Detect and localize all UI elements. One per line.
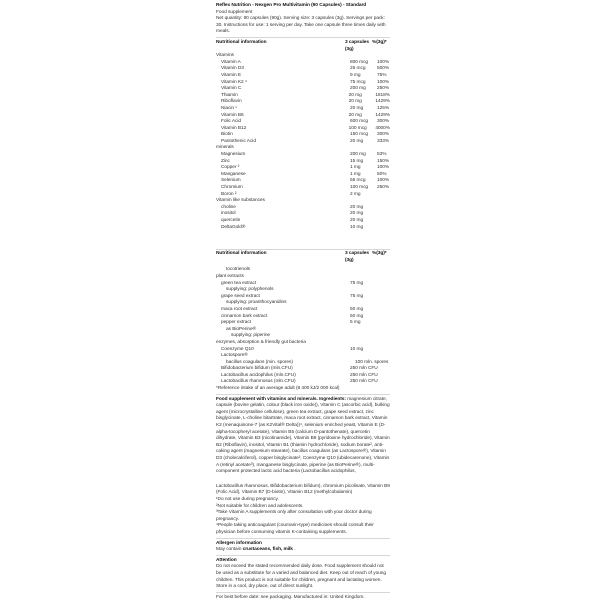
table-row <box>216 340 390 347</box>
row-label: Chromium <box>221 185 243 191</box>
ingredients-continuation: Lactobacillus rhamnosus, Bifidobacterium bifidum), chromium picolinate, Vitamin B9 (Folic Acid), Vitamin B7 (D-biotin), Vitamin B12 (methylcobalamin) <box>216 483 390 496</box>
row-amount: 100 mcg <box>348 125 367 131</box>
row-percent <box>377 211 390 218</box>
row-amount: 5 mg <box>350 320 361 326</box>
table-row <box>216 185 390 192</box>
row-amount: 20 mg <box>350 204 364 210</box>
row-label: Vitamin K2 ⁴ <box>221 79 247 85</box>
row-percent: 500% <box>377 66 390 72</box>
row-percent <box>377 205 390 212</box>
row-amount <box>355 287 382 294</box>
row-amount: 20 mg <box>348 112 362 118</box>
row-amount: 75 mg <box>350 293 364 299</box>
row-percent <box>377 366 390 373</box>
table-row <box>216 211 390 218</box>
nutrition-table-header-1 <box>216 40 390 53</box>
table-row <box>216 307 390 314</box>
row-label: as BioPerine® <box>226 326 257 332</box>
row-percent: 333% <box>377 138 390 144</box>
column-header-percent: %(3g)* <box>372 251 387 257</box>
column-header-info: Nutritional information <box>216 251 267 257</box>
footnote: ²Not suitable for children and adolescents. <box>216 503 304 509</box>
row-label: Copper ² <box>221 165 240 171</box>
row-label: supplying: polyphenols <box>226 287 274 293</box>
row-percent: 53% <box>377 152 387 158</box>
column-header-serving: 3 capsules (3g) <box>345 251 370 263</box>
row-percent: 1429% <box>375 99 390 105</box>
row-percent <box>377 379 390 386</box>
table-row <box>216 333 390 340</box>
row-amount: 100 mcg <box>350 185 369 191</box>
row-amount: 250 mln CFU <box>350 366 378 372</box>
row-label: Manganese <box>221 171 246 177</box>
row-percent <box>372 53 390 60</box>
row-percent <box>372 340 390 347</box>
product-title: Reflex Nutrition - Nexgen Pro Multivitamin (90 Capsules) - Standard <box>216 3 367 8</box>
nutrition-label-document <box>216 3 390 600</box>
row-amount: 600 mcg <box>350 119 369 125</box>
table-row <box>216 132 390 139</box>
row-amount: 250 mln CFU <box>350 372 378 378</box>
table-row <box>216 86 390 93</box>
row-percent: 300% <box>377 119 390 125</box>
table-row <box>216 218 390 225</box>
row-label: enzymes, absorption & friendly gut bacteria <box>216 339 306 345</box>
row-percent: 100% <box>377 59 390 65</box>
column-header-percent: %(3g)* <box>372 39 387 45</box>
row-percent <box>377 294 390 301</box>
row-amount: 10 mg <box>350 346 364 352</box>
row-label: DeltaGold® <box>221 224 246 230</box>
row-percent <box>372 198 390 205</box>
allergen-header: Allergen information <box>216 540 262 546</box>
row-amount <box>355 267 382 274</box>
nutrition-table-2 <box>216 267 390 386</box>
row-percent <box>382 300 390 307</box>
allergen-text: May contain crustaceans, fish, milk . <box>216 547 296 553</box>
table-row <box>216 119 390 126</box>
nutrition-table-1 <box>216 53 390 231</box>
allergen-items: crustaceans, fish, milk <box>242 547 293 553</box>
supplement-type: Food supplement <box>216 9 253 15</box>
table-row <box>216 287 390 294</box>
attention-header: Attention <box>216 557 237 563</box>
row-percent: 4000% <box>375 125 390 131</box>
table-row <box>216 66 390 73</box>
row-percent <box>377 314 390 321</box>
row-label: quercetin <box>221 218 241 223</box>
table-row <box>216 320 390 327</box>
row-label: Lactospore® <box>221 353 248 359</box>
row-label: Niacin ¹ <box>221 105 237 111</box>
row-percent <box>377 320 390 327</box>
row-label: Vitamin like substances <box>216 198 265 204</box>
net-quantity-info: Net quantity: 90 capsules (90g). Serving size: 3 capsules (3g). Servings per pack: 30. Instructions for use: 1 serving per day. Take one capsule three times daily with meals. <box>216 16 386 35</box>
table-row <box>216 93 390 100</box>
row-amount: 20 mg <box>350 218 364 223</box>
row-amount: 25 mcg <box>350 66 366 72</box>
row-amount <box>360 333 387 340</box>
row-label: Zinc <box>221 158 230 164</box>
row-label: Thiamin <box>221 92 238 98</box>
table-row <box>216 205 390 212</box>
row-label: pepper extract <box>221 320 251 326</box>
row-label: Magnesium <box>221 152 246 158</box>
row-amount: 2 mg <box>350 191 361 197</box>
table-row <box>216 106 390 113</box>
row-amount: 20 mg <box>348 99 362 105</box>
row-amount <box>345 340 372 347</box>
table-row <box>216 139 390 146</box>
row-label: bacillus coagulans (min. spores) <box>226 359 293 365</box>
row-label: cinnamon bark extract <box>221 313 268 319</box>
row-label: Selenium <box>221 178 241 184</box>
divider <box>216 592 390 593</box>
column-header-serving: 3 capsules (3g) <box>345 39 370 52</box>
row-percent <box>387 333 390 340</box>
footnote: ¹Do not use during pregnancy. <box>216 496 279 502</box>
attention-text: Do not exceed the stated recommended daily dose. Food supplement should not be used as a substitute for a varied and balanced diet. Keep out of reach of young children. This product is not suitable for children, pregnant and lactating women. Store in a cool, dry place, out of direct sunlight. <box>216 564 387 590</box>
row-percent: 50% <box>377 171 387 177</box>
row-percent: 150% <box>377 158 390 164</box>
row-amount: 75 mg <box>350 280 364 286</box>
row-amount: 50 mg <box>350 313 364 319</box>
table-row <box>216 159 390 166</box>
row-label: grape seed extract <box>221 293 260 299</box>
row-label: Vitamin B6 <box>221 112 244 118</box>
row-amount: 250 mln CFU <box>350 379 378 385</box>
row-label: Boron ² <box>221 191 237 197</box>
table-row <box>216 274 390 281</box>
row-label: green tea extract <box>221 280 257 286</box>
footnotes-block <box>216 497 390 537</box>
footnote: ³Take Vitamin A supplements only after consultation with your doctor during pregnancy. <box>216 510 372 522</box>
table-row <box>216 73 390 80</box>
row-amount: 15 mg <box>350 158 364 164</box>
table-row <box>216 366 390 373</box>
row-percent: 100% <box>377 178 390 184</box>
row-label: tocotrienols <box>226 267 250 273</box>
table-row <box>216 267 390 274</box>
row-amount <box>355 327 382 334</box>
row-percent: 250% <box>377 86 390 92</box>
row-label: Vitamin B12 <box>221 125 247 131</box>
row-amount: 10 mg <box>350 224 364 230</box>
divider <box>216 538 390 539</box>
row-label: Biotin <box>221 132 233 138</box>
row-amount: 200 mg <box>350 86 366 92</box>
row-percent <box>382 327 390 334</box>
row-percent <box>382 267 390 274</box>
row-percent: 125% <box>377 105 390 111</box>
row-label: Coenzyme Q10 <box>221 346 254 352</box>
row-label: Folic Acid <box>221 119 242 125</box>
row-percent <box>377 353 390 360</box>
row-label: maca root extract <box>221 306 258 312</box>
row-percent: 1818% <box>375 92 390 98</box>
table-row <box>216 300 390 307</box>
row-amount: 75 mcg <box>350 79 366 85</box>
table-row <box>216 225 390 232</box>
row-label: Vitamin A <box>221 59 241 65</box>
row-amount: 20 mg <box>348 92 362 98</box>
column-header-info: Nutritional information <box>216 39 267 45</box>
row-label: Vitamin D3 <box>221 66 244 72</box>
table-row <box>216 152 390 159</box>
row-label: Vitamin E <box>221 72 241 78</box>
row-amount <box>345 274 372 281</box>
section-gap <box>216 476 390 484</box>
row-percent <box>377 281 390 288</box>
row-label: Bifidobacterium bifidum (mln.CFU) <box>221 366 293 372</box>
row-label: Lactobacillus rhamnosus (mln.CFU) <box>221 379 296 385</box>
ingredients-list: magnesium citrate, capsule (bovine gelatin, colour (black iron oxide)), Vitamin C (ascorbic acid), bulking agent (microcrystalline cellulose), green tea extract, grape seed extract, zinc bisglycinate, L-choline bitartrate, maca root extract, cinnamon bark extract, Vitamin K2 (menaquinone-7 (as K2Vital® Delta))⁴, selenium enriched yeast, Vitamin E (D-alpha-tocopheryl acetate), Vitamin B5 (calcium D-pantothenate), quercetin dihydrate, Vitamin B3 (nicotinamide), Vitamin B6 (pyridoxine hydrochloride), Vitamin B2 (Riboflavin), inositol, Vitamin B1 (thiamin hydrochloride), sodium borate², anti-caking agent (magnesium stearate), bacillus coagulans (as Lactospore®), Vitamin D3 (cholecalciferol), copper bisglycinate², Coenzyme Q10 (ubidecarenone), Vitamin A (retinyl acetate³), manganese bisglycinate, piperine (as BioPerine®), multi-component protected lactic acid bacteria (Lactobacillus acidophilus, <box>216 396 390 475</box>
table-row <box>216 53 390 60</box>
row-percent <box>377 192 390 199</box>
row-percent <box>377 347 390 354</box>
row-percent <box>377 218 390 225</box>
row-percent: 250% <box>377 185 390 191</box>
row-amount: 20 mg <box>350 105 364 111</box>
row-amount: 9 mg <box>350 72 361 78</box>
row-amount: 1 mg <box>350 165 361 171</box>
row-percent <box>377 225 390 232</box>
table-row <box>216 198 390 205</box>
table-row <box>216 353 390 360</box>
row-percent: 75% <box>377 72 387 78</box>
row-percent: 100% <box>377 79 390 85</box>
divider <box>216 38 390 39</box>
row-amount: 100 mln. spores <box>355 359 389 365</box>
row-amount: 800 mcg <box>350 59 369 65</box>
row-amount <box>345 198 372 205</box>
table-row <box>216 165 390 172</box>
divider <box>216 249 390 250</box>
section-gap <box>216 231 390 247</box>
ingredients-heading: Food supplement with vitamins and minerals. Ingredients: <box>216 396 346 402</box>
row-percent: 100% <box>377 165 390 171</box>
row-amount: 1 mg <box>350 171 361 177</box>
row-amount: 200 mg <box>350 152 366 158</box>
row-amount: 150 mcg <box>350 132 369 138</box>
table-row <box>216 99 390 106</box>
row-amount <box>355 300 382 307</box>
row-percent: 300% <box>377 132 390 138</box>
row-label: Pantothenic Acid <box>221 138 256 144</box>
row-label: Riboflavin <box>221 99 242 105</box>
divider <box>216 555 390 556</box>
row-label: supplying: piperine <box>231 333 271 339</box>
row-amount: 50 mg <box>350 306 364 312</box>
row-label: plant extracts <box>216 273 244 279</box>
row-percent <box>382 287 390 294</box>
nutrition-table-header-2 <box>216 251 390 264</box>
row-amount <box>345 53 372 60</box>
reference-note: *Reference intake of an average adult (8 400 kJ/2 000 kcal) <box>216 386 340 392</box>
row-percent <box>372 274 390 281</box>
row-label: choline <box>221 204 236 210</box>
row-amount <box>350 353 377 360</box>
row-percent <box>377 307 390 314</box>
row-label: Lactobacillus acidophilus (mln.CFU) <box>221 372 296 378</box>
row-label: Vitamin C <box>221 86 242 92</box>
ingredients-text <box>216 397 390 476</box>
footnote: ⁴People taking anticoagulant (coumarin-type) medicines should consult their physician before consuming vitamin K-containing supplements. <box>216 523 374 535</box>
row-percent: 1429% <box>375 112 390 118</box>
row-amount: 20 mg <box>350 138 364 144</box>
row-label: Vitamins <box>216 53 234 59</box>
row-label: supplying: proanthocyanidins <box>226 300 287 306</box>
row-amount: 55 mcg <box>350 178 366 184</box>
best-before-note: For best before date: see packaging. Manufactured in: United Kingdom. <box>216 594 365 600</box>
divider <box>216 394 390 395</box>
row-label: inositol <box>221 211 236 217</box>
row-amount: 20 mg <box>350 211 364 217</box>
row-percent <box>382 360 390 367</box>
row-label: minerals <box>216 145 234 151</box>
row-percent <box>377 373 390 380</box>
